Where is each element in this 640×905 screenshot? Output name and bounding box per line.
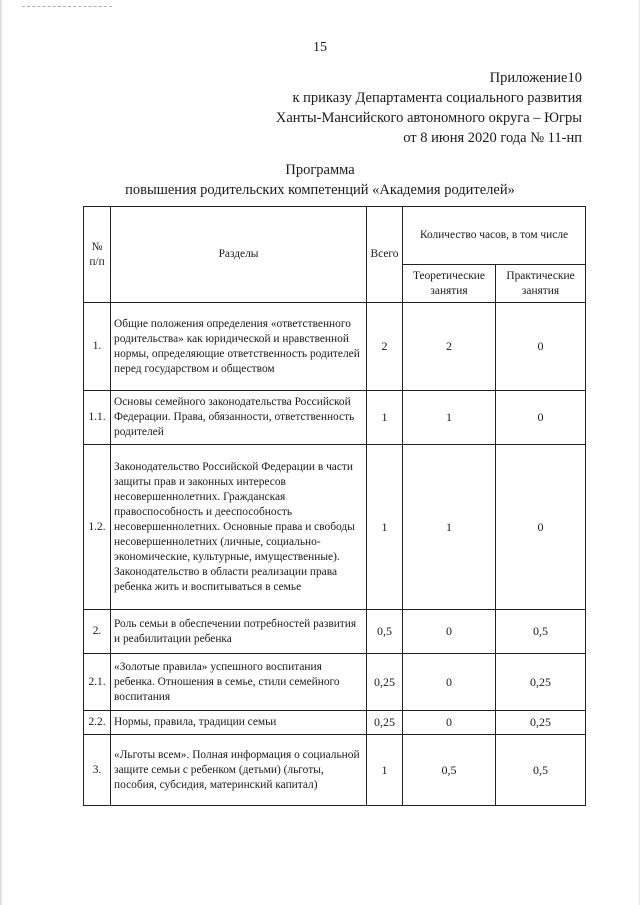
page-number: 15 [313, 40, 327, 55]
row-num: 2.2. [84, 711, 111, 735]
row-num: 3. [84, 735, 111, 806]
row-section: Общие положения определения «ответственного родительства» как юридической и нравственной нормы, определяющие ответственность родителей перед государством и обществом [111, 303, 367, 391]
row-practice: 0,25 [496, 711, 586, 735]
row-total: 1 [367, 391, 403, 445]
row-total: 1 [367, 445, 403, 610]
row-theory: 0 [403, 711, 496, 735]
row-total: 2 [367, 303, 403, 391]
table-row [84, 303, 586, 391]
program-title: Программа [285, 162, 355, 178]
header-sections: Разделы [111, 207, 367, 303]
row-total: 0,25 [367, 654, 403, 711]
row-section: «Золотые правила» успешного воспитания ребенка. Отношения в семье, стили семейного воспитания [111, 654, 367, 711]
row-total: 0,5 [367, 610, 403, 654]
row-theory: 0 [403, 610, 496, 654]
row-practice: 0,5 [496, 735, 586, 806]
row-section: «Льготы всем». Полная информация о социальной защите семьи с ребенком (детьми) (льготы, пособия, субсидия, материнский капитал) [111, 735, 367, 806]
table-row [84, 735, 586, 806]
table-header-row [84, 207, 586, 265]
table-row [84, 445, 586, 610]
row-practice: 0,5 [496, 610, 586, 654]
row-theory: 0,5 [403, 735, 496, 806]
table-row [84, 711, 586, 735]
program-subtitle: повышения родительских компетенций «Академия родителей» [125, 182, 515, 198]
row-theory: 1 [403, 391, 496, 445]
row-theory: 1 [403, 445, 496, 610]
header-total: Всего [367, 207, 403, 303]
header-num: № п/п [84, 207, 111, 303]
row-practice: 0 [496, 303, 586, 391]
row-practice: 0 [496, 391, 586, 445]
header-theory: Теоретические занятия [403, 265, 496, 303]
scan-artifact [22, 6, 112, 9]
row-num: 2. [84, 610, 111, 654]
appendix-line-2: к приказу Департамента социального развития [292, 90, 582, 106]
row-theory: 0 [403, 654, 496, 711]
row-section: Законодательство Российской Федерации в части защиты прав и законных интересов несовершеннолетних. Гражданская правоспособность и дееспособность несовершеннолетних. Основные права и свободы несовершеннолетних (личные, социально-экономические, культурные, имущественные). Законодательство в области реализации права ребенка жить и воспитываться в семье [111, 445, 367, 610]
program-table [83, 206, 586, 806]
appendix-header [276, 68, 582, 148]
program-title-block [0, 160, 640, 200]
table-row [84, 391, 586, 445]
row-total: 1 [367, 735, 403, 806]
row-num: 1.1. [84, 391, 111, 445]
row-num: 1. [84, 303, 111, 391]
row-section: Нормы, правила, традиции семьи [111, 711, 367, 735]
row-section: Основы семейного законодательства Российской Федерации. Права, обязанности, ответственность родителей [111, 391, 367, 445]
scan-edge-left [0, 0, 3, 905]
header-practice: Практические занятия [496, 265, 586, 303]
table-row [84, 654, 586, 711]
row-num: 1.2. [84, 445, 111, 610]
header-hours-group: Количество часов, в том числе [403, 207, 586, 265]
row-practice: 0 [496, 445, 586, 610]
appendix-line-3: Ханты-Мансийского автономного округа – Югры [275, 110, 582, 126]
row-num: 2.1. [84, 654, 111, 711]
row-section: Роль семьи в обеспечении потребностей развития и реабилитации ребенка [111, 610, 367, 654]
row-total: 0,25 [367, 711, 403, 735]
row-theory: 2 [403, 303, 496, 391]
table-row [84, 610, 586, 654]
appendix-line-1: Приложение10 [489, 70, 582, 86]
row-practice: 0,25 [496, 654, 586, 711]
appendix-line-4: от 8 июня 2020 года № 11-нп [403, 130, 582, 146]
